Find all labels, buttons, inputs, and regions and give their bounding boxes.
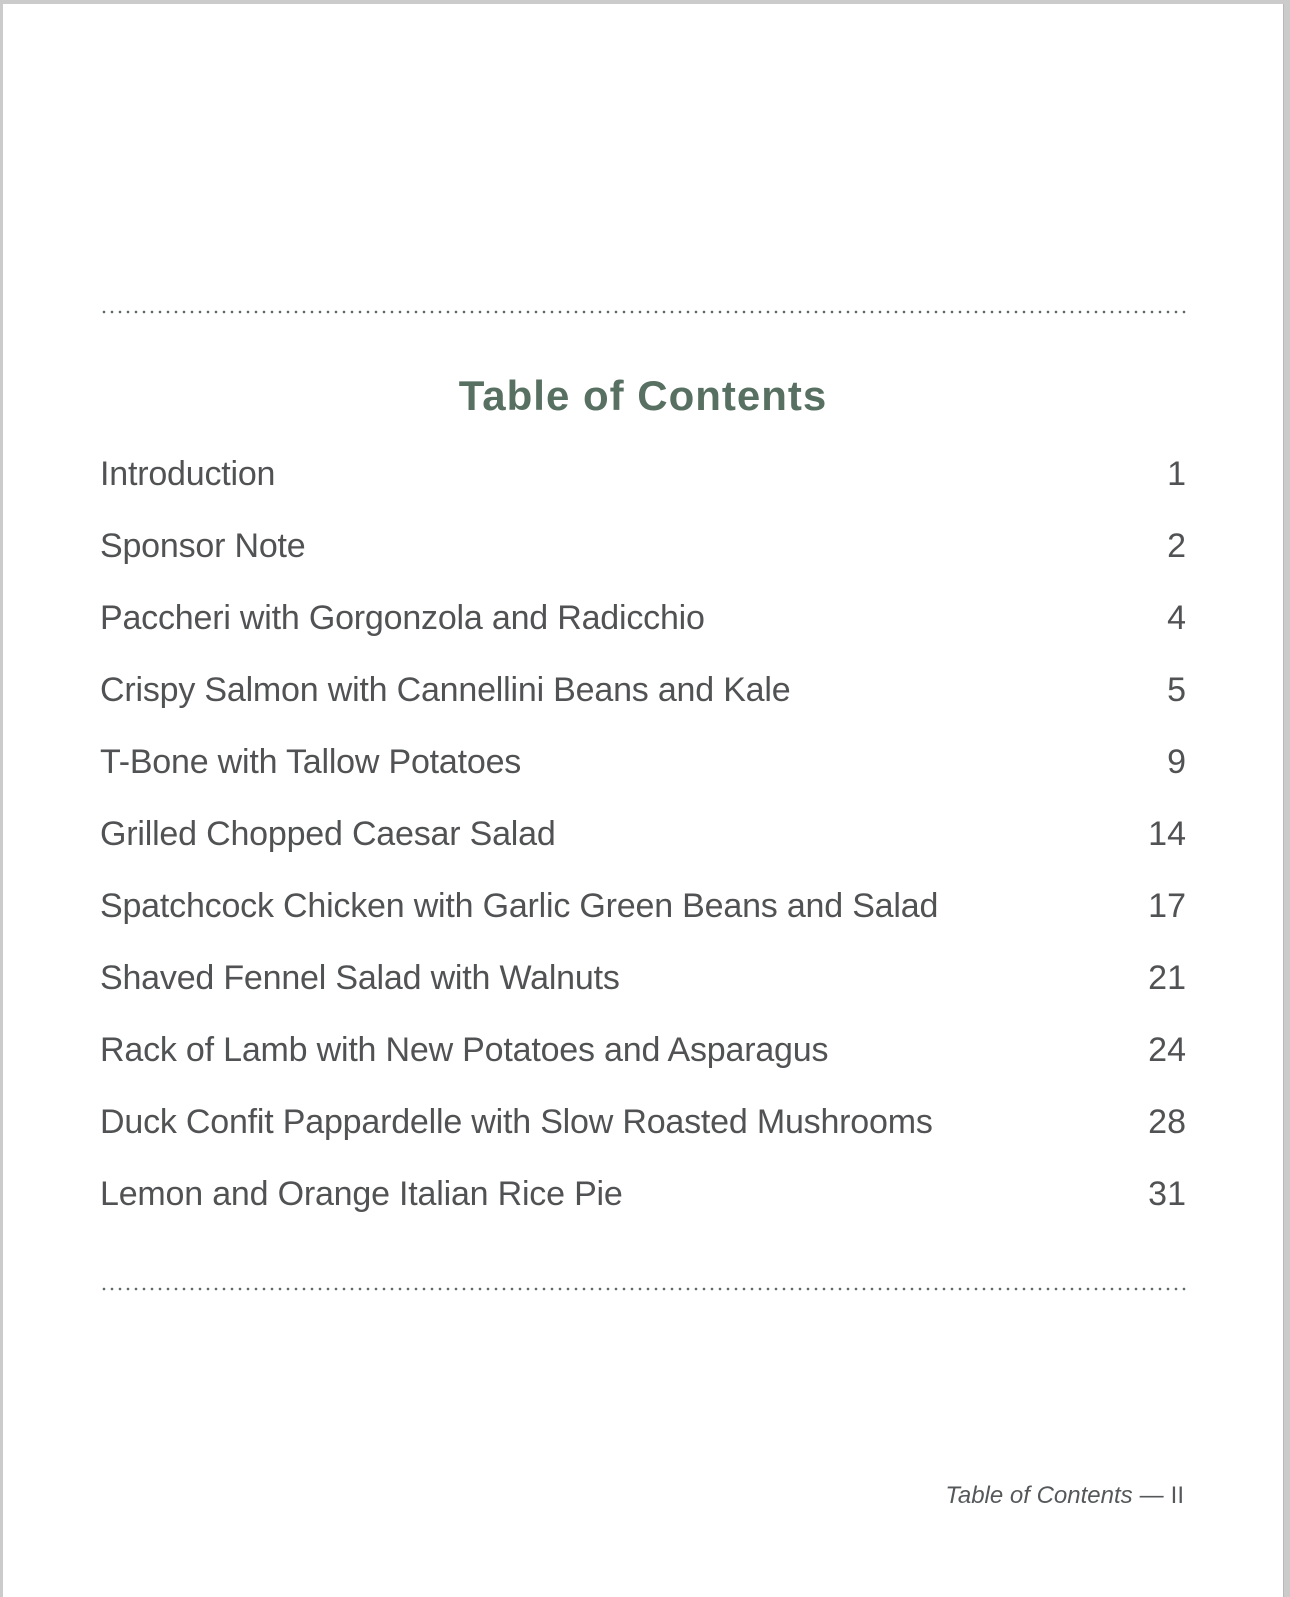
toc-entry-page: 9 (1167, 742, 1186, 781)
toc-entry-label: Lemon and Orange Italian Rice Pie (100, 1174, 623, 1213)
toc-entry-label: Rack of Lamb with New Potatoes and Asparagus (100, 1030, 829, 1069)
toc-entry-label: Sponsor Note (100, 526, 306, 565)
page-footer (945, 1482, 1184, 1510)
toc-entry-page: 2 (1167, 526, 1186, 565)
toc-entry-label: Introduction (100, 454, 276, 493)
toc-entry-page: 28 (1148, 1102, 1186, 1141)
toc-entry (100, 798, 1186, 870)
top-dotted-divider (100, 310, 1186, 314)
toc-entry-label: Duck Confit Pappardelle with Slow Roasted Mushrooms (100, 1102, 933, 1141)
toc-entry-page: 17 (1148, 886, 1186, 925)
bottom-dotted-divider (100, 1287, 1186, 1291)
toc-entry (100, 942, 1186, 1014)
toc-entry-page: 14 (1148, 814, 1186, 853)
toc-entry-label: Grilled Chopped Caesar Salad (100, 814, 556, 853)
toc-entry (100, 1158, 1186, 1230)
toc-entry-label: Shaved Fennel Salad with Walnuts (100, 958, 620, 997)
toc-entry-page: 5 (1167, 670, 1186, 709)
toc-entry (100, 654, 1186, 726)
toc-entry-page: 31 (1148, 1174, 1186, 1213)
toc-list (100, 438, 1186, 1230)
toc-entry-label: Spatchcock Chicken with Garlic Green Beans and Salad (100, 886, 939, 925)
toc-entry-label: Crispy Salmon with Cannellini Beans and Kale (100, 670, 791, 709)
footer-page-number: II (1170, 1482, 1184, 1509)
toc-entry (100, 1014, 1186, 1086)
document-page (3, 4, 1284, 1597)
toc-entry-page: 1 (1167, 454, 1186, 493)
toc-entry (100, 870, 1186, 942)
page-title: Table of Contents (458, 372, 828, 419)
toc-entry (100, 726, 1186, 798)
toc-entry-page: 24 (1148, 1030, 1186, 1069)
toc-entry-label: T-Bone with Tallow Potatoes (100, 742, 522, 781)
toc-entry-page: 21 (1148, 958, 1186, 997)
toc-entry (100, 582, 1186, 654)
footer-section-label: Table of Contents (945, 1482, 1133, 1509)
toc-entry-label: Paccheri with Gorgonzola and Radicchio (100, 598, 705, 637)
toc-entry-page: 4 (1167, 598, 1186, 637)
toc-entry (100, 510, 1186, 582)
toc-entry (100, 1086, 1186, 1158)
toc-entry (100, 438, 1186, 510)
footer-separator: — (1139, 1482, 1164, 1509)
